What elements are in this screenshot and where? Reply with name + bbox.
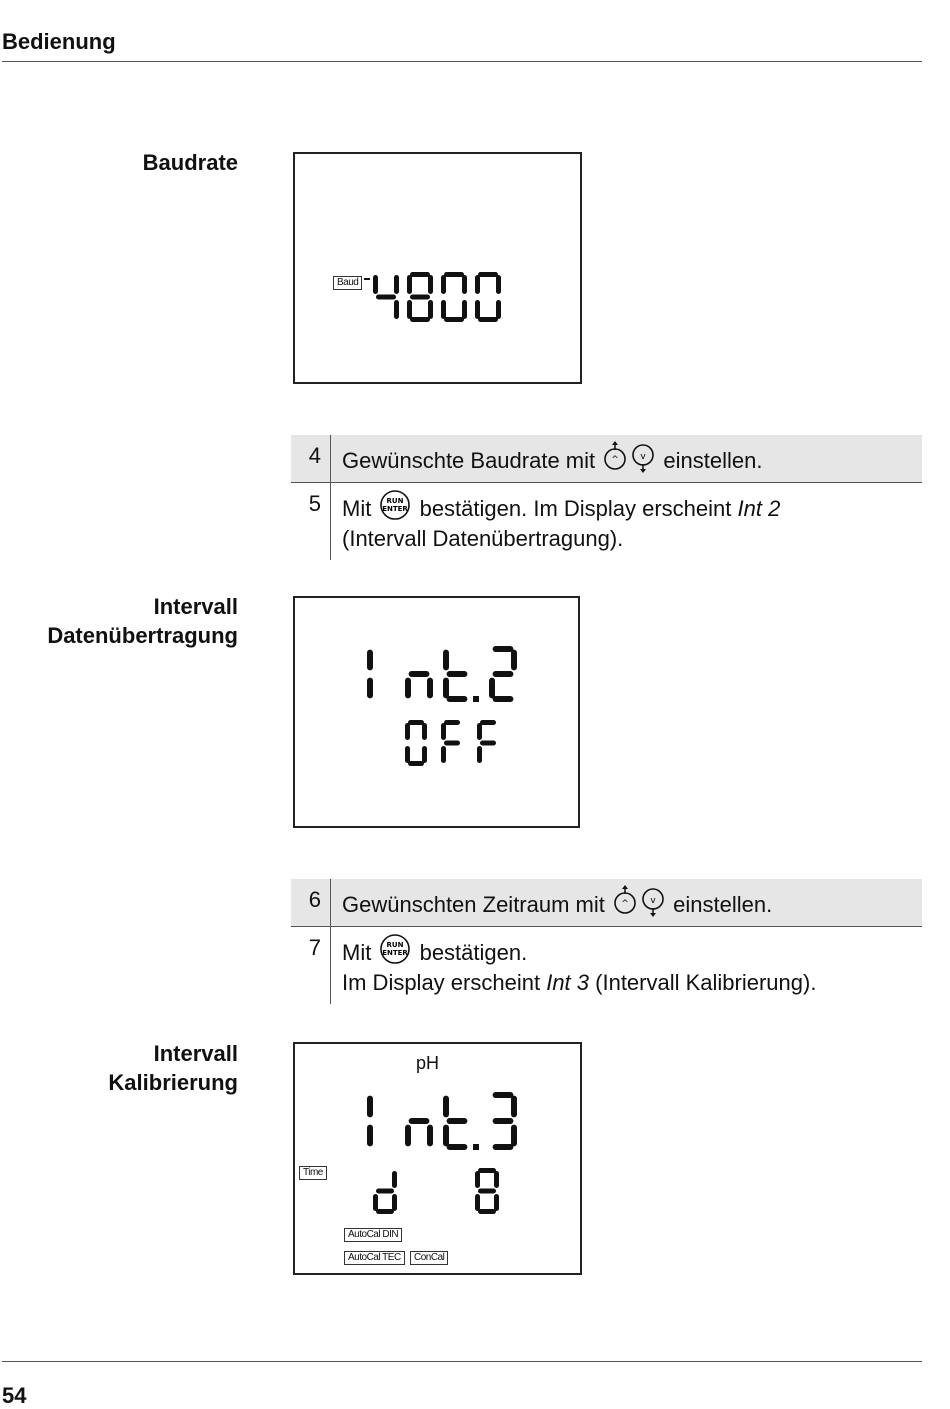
svg-text:RUN: RUN <box>386 941 404 949</box>
step-row-6 <box>291 879 922 927</box>
lcd-display-baudrate <box>293 152 582 384</box>
steps-table-a <box>291 435 922 560</box>
section-label-interval-transfer: Intervall Datenübertragung <box>47 594 238 648</box>
lcd-digit-F <box>477 720 496 763</box>
svg-text:v: v <box>640 452 646 462</box>
step-row-7 <box>291 927 922 1004</box>
lcd-digit-d <box>373 1171 397 1214</box>
lcd-digit-4 <box>373 275 399 319</box>
lcd-digit-O <box>405 720 427 766</box>
lcd-digit-2 <box>489 646 517 702</box>
lcd-digits-interval-calibration <box>295 1044 580 1273</box>
step-row-5 <box>291 483 922 560</box>
lcd-display-interval-transfer <box>293 596 580 828</box>
lcd-autocal-din-tag: AutoCal DIN <box>344 1228 402 1242</box>
header-rule <box>2 61 922 62</box>
svg-text:^: ^ <box>611 455 620 465</box>
step-text: Gewünschten Zeitraum mit ^ v einstellen. <box>331 879 922 926</box>
lcd-decimal-point <box>473 1144 479 1150</box>
lcd-digit-F <box>441 720 460 763</box>
svg-text:v: v <box>650 896 656 906</box>
lcd-concal-tag: ConCal <box>410 1251 448 1265</box>
lcd-digit-n <box>405 671 433 698</box>
lcd-digit-I <box>367 1096 373 1147</box>
page-header-title: Bedienung <box>2 29 116 54</box>
lcd-decimal-point <box>473 696 479 702</box>
lcd-digit-0 <box>441 272 467 322</box>
up-down-keys-icon <box>603 441 655 473</box>
step-text: Mit RUN ENTER bestätigen. Im Display erscheint Int 2 (Intervall Datenübertragung). <box>331 483 922 560</box>
step-number: 4 <box>291 435 331 482</box>
run-enter-key-icon <box>379 489 411 521</box>
section-label-interval-calibration: Intervall Kalibrierung <box>108 1041 238 1095</box>
lcd-digit-8 <box>407 272 433 322</box>
step-number: 5 <box>291 483 331 560</box>
footer-rule <box>2 1361 922 1362</box>
lcd-digit-t <box>443 1096 467 1150</box>
lcd-unit-label: pH <box>416 1053 440 1073</box>
lcd-digit-8 <box>475 1168 499 1214</box>
lcd-baud-marker <box>364 278 370 280</box>
lcd-digit-3 <box>493 1092 517 1150</box>
step-number: 6 <box>291 879 331 926</box>
run-enter-key-icon <box>379 933 411 965</box>
lcd-digit-0 <box>475 272 501 322</box>
svg-text:RUN: RUN <box>386 497 404 505</box>
lcd-digit-n <box>405 1118 433 1146</box>
steps-table-b <box>291 879 922 1004</box>
lcd-baud-tag: Baud <box>333 276 362 290</box>
up-down-keys-icon <box>613 885 665 917</box>
lcd-digit-t <box>443 650 467 702</box>
svg-text:^: ^ <box>621 899 629 909</box>
svg-text:ENTER: ENTER <box>382 505 409 513</box>
lcd-display-interval-calibration <box>293 1042 582 1275</box>
step-number: 7 <box>291 927 331 1004</box>
lcd-digits-baudrate <box>295 154 580 382</box>
section-label-baudrate: Baudrate <box>142 150 238 175</box>
step-text: Gewünschte Baudrate mit ^ v einstellen. <box>331 435 922 482</box>
svg-text:ENTER: ENTER <box>382 949 409 957</box>
lcd-digit-I <box>367 650 373 699</box>
step-row-4 <box>291 435 922 483</box>
step-text: Mit RUN ENTER bestätigen. Im Display erscheint Int 3 (Intervall Kalibrierung). <box>331 927 922 1004</box>
page-number: 54 <box>2 1383 27 1408</box>
lcd-autocal-tec-tag: AutoCal TEC <box>344 1251 405 1265</box>
lcd-digits-interval-transfer <box>295 598 578 826</box>
lcd-time-tag: Time <box>299 1166 327 1180</box>
